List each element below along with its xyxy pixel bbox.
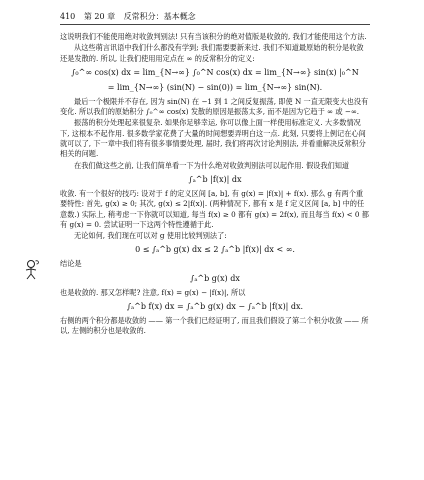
equation-6: ∫ₐ^b f(x) dx = ∫ₐ^b g(x) dx − ∫ₐ^b |f(x)| dx. xyxy=(126,302,304,312)
paragraph-9: 也是收敛的. 那又怎样呢? 注意, f(x) = g(x) − |f(x)|, 所以 xyxy=(60,287,246,297)
paragraph-7: 无论如何, 我们现在可以对 g 使用比较判别法了: xyxy=(74,231,227,241)
paragraph-6: 收敛. 有一个很好的技巧: 设对于 f 的定义区间 [a, b], 有 g(x) = |f(x)| + f(x). 那么 g 有两个重要特性: 首先, g(x) ≥ 0; 其次, g(x) ≤ 2|f(x)|. (两种情况下, 都有 x 是 f 定义区间 [a, b] 中的任意数.) 实际上, 稍考虑一下你就可以知道, 每当 f(x) ≥ 0 都有 g(x) = 2f(x), 而且每当 f(x) < 0 都有 g(x) = 0. 尝试证明一下这两个特性遵循于此. xyxy=(60,188,369,229)
equation-1: ∫₀^∞ cos(x) dx = lim_{N→∞} ∫₀^N cos(x) dx = lim_{N→∞} sin(x) |₀^N xyxy=(71,67,359,77)
paragraph-2: 从这些萌言讯语中我们什么都没有学到; 我们需要要新来过. 我们不知道最原始的积分是收敛还是发散的. 所以, 让我们使用用定点在 ∞ 的反常积分的定义: xyxy=(60,43,364,63)
equation-5: ∫ₐ^b g(x) dx xyxy=(190,273,240,283)
thinking-person-icon xyxy=(20,258,42,280)
paragraph-8: 结论是 xyxy=(60,259,82,269)
equation-2: = lim_{N→∞} (sin(N) − sin(0)) = lim_{N→∞} sin(N). xyxy=(107,82,323,92)
equation-4: 0 ≤ ∫ₐ^b g(x) dx ≤ 2 ∫ₐ^b |f(x)| dx < ∞. xyxy=(135,245,295,255)
paragraph-10: 右侧的两个积分都是收敛的 —— 第一个我们已经证明了, 而且我们假设了第二个积分收敛 —— 所以, 左侧的积分也是收敛的. xyxy=(60,316,369,336)
paragraph-5: 在我们做这些之前, 让我们简单看一下为什么绝对收敛判别法可以起作用. 假设我们知道 xyxy=(74,160,350,170)
chapter-title: 反常积分：基本概念 xyxy=(123,12,196,21)
paragraph-4: 振荡的积分处理起来很复杂. 如果你足够幸运, 你可以像上面一样使用标准定义. 大多数情况下, 这根本不起作用. 很多数学家花费了大量的时间想要弄明白这一点. 此刻, 只要将上例记在心间就可以了, 下一章中我们将有很多事情要处理, 届时, 我们将再次讨论判别法, 并看重解决反常积分相关的问题. xyxy=(60,118,366,159)
running-header xyxy=(60,12,370,25)
paragraph-3: 最后一个极限并不存在, 因为 sin(N) 在 −1 到 1 之间反复振荡, 即使 N 一直无限变大也没有变化. 所以我们的原始积分 ∫₀^∞ cos(x) 发散的原因是振荡太多, 而不是因为它趋于 ∞ 或 −∞. xyxy=(60,96,369,117)
equation-3: ∫ₐ^b |f(x)| dx xyxy=(188,174,242,184)
page-number: 410 xyxy=(60,12,76,21)
page-body xyxy=(60,32,370,338)
chapter-label: 第 20 章 xyxy=(83,12,116,21)
paragraph-1: 这说明我们不能使用绝对收敛判别法! 只有当该积分的绝对值版是收敛的, 我们才能使用这个方法. xyxy=(60,32,367,41)
